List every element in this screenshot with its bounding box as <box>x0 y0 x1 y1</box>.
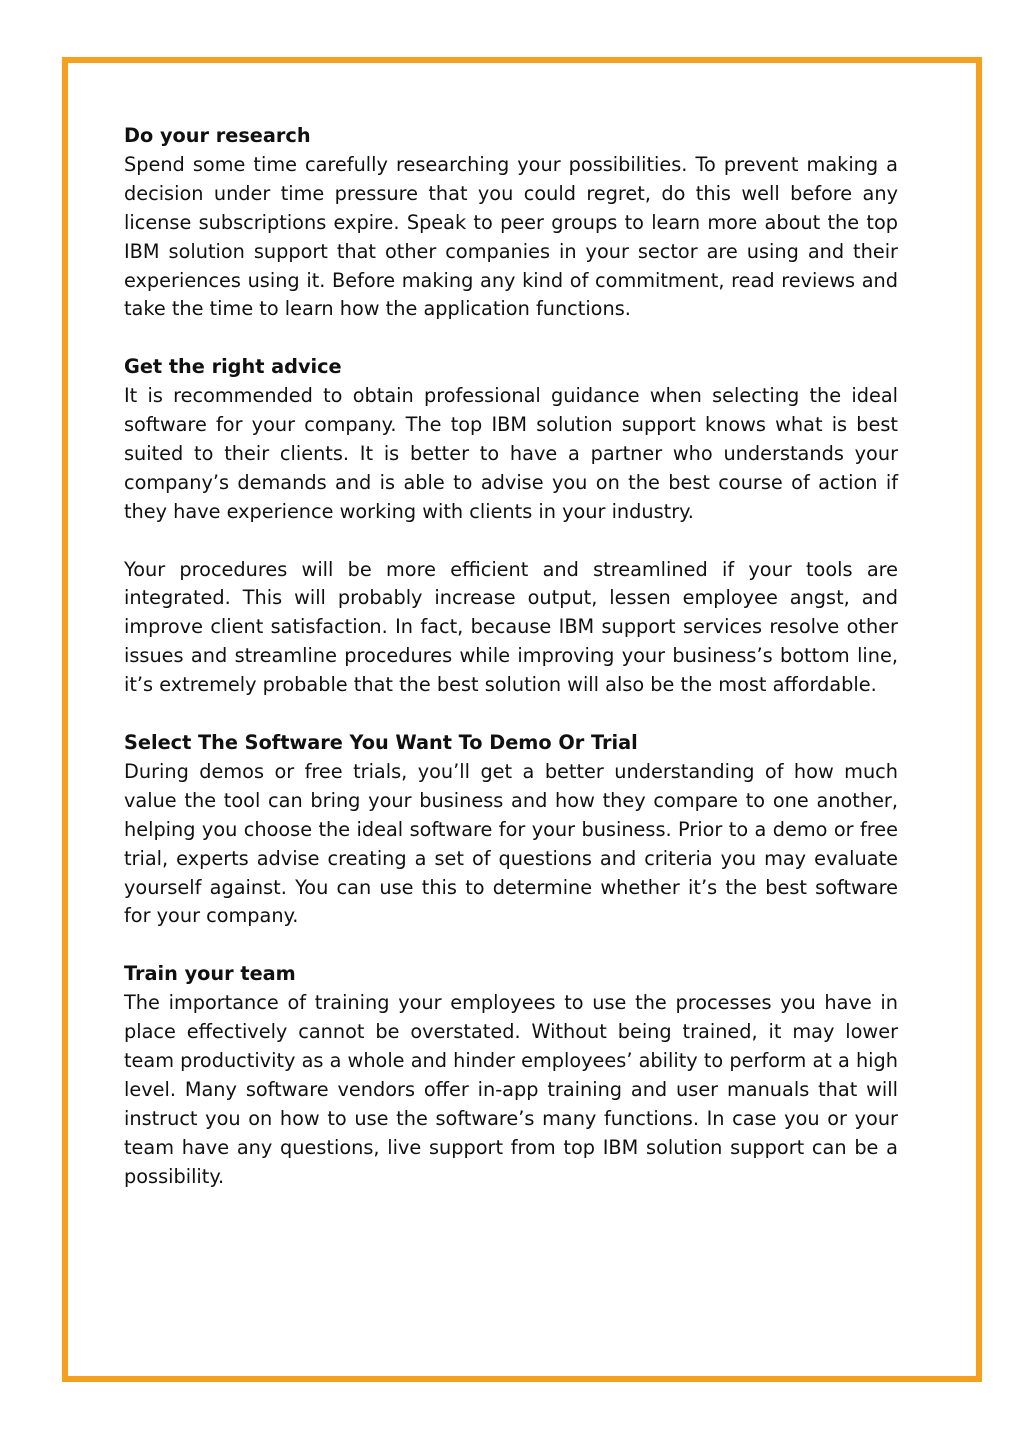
section-heading: Get the right advice <box>124 355 342 379</box>
section-train-your-team <box>124 960 898 1191</box>
section-heading: Select The Software You Want To Demo Or Trial <box>124 730 638 754</box>
section-paragraph: Spend some time carefully researching your possibilities. To prevent making a decision under time pressure that you could regret, do this well before any license subscriptions expire. Speak to peer groups to learn more about the top IBM solution support that other companies in your sector are using and their experiences using it. Before making any kind of commitment, read reviews and take the time to learn how the application functions. <box>124 152 898 321</box>
section-get-the-right-advice <box>124 353 898 526</box>
section-heading: Do your research <box>124 124 311 147</box>
section-demo-or-trial <box>124 729 898 931</box>
section-paragraph: Your procedures will be more efficient and streamlined if your tools are integrated. This will probably increase output, lessen employee angst, and improve client satisfaction. In fact, because IBM support services resolve other issues and streamline procedures while improving your business’s bottom line, it’s extremely probable that the best solution will also be the most affordable. <box>124 557 898 697</box>
document-body <box>124 122 898 1220</box>
section-integration <box>124 556 898 701</box>
section-do-your-research <box>124 122 898 324</box>
section-paragraph: It is recommended to obtain professional guidance when selecting the ideal software for your company. The top IBM solution support knows what is best suited to their clients. It is better to have a partner who understands your company’s demands and is able to advise you on the best course of action if they have experience working with clients in your industry. <box>124 384 898 523</box>
section-heading: Train your team <box>124 962 296 986</box>
section-paragraph: The importance of training your employees to use the processes you have in place effectively cannot be overstated. Without being trained, it may lower team productivity as a whole and hinder employees’ ability to perform at a high level. Many software vendors offer in-app training and user manuals that will instruct you on how to use the software’s many functions. In case you or your team have any questions, live support from top IBM solution support can be a possibility. <box>124 991 898 1188</box>
section-paragraph: During demos or free trials, you’ll get a better understanding of how much value the tool can bring your business and how they compare to one another, helping you choose the ideal software for your business. Prior to a demo or free trial, experts advise creating a set of questions and criteria you may evaluate yourself against. You can use this to determine whether it’s the best software for your company. <box>124 759 898 928</box>
